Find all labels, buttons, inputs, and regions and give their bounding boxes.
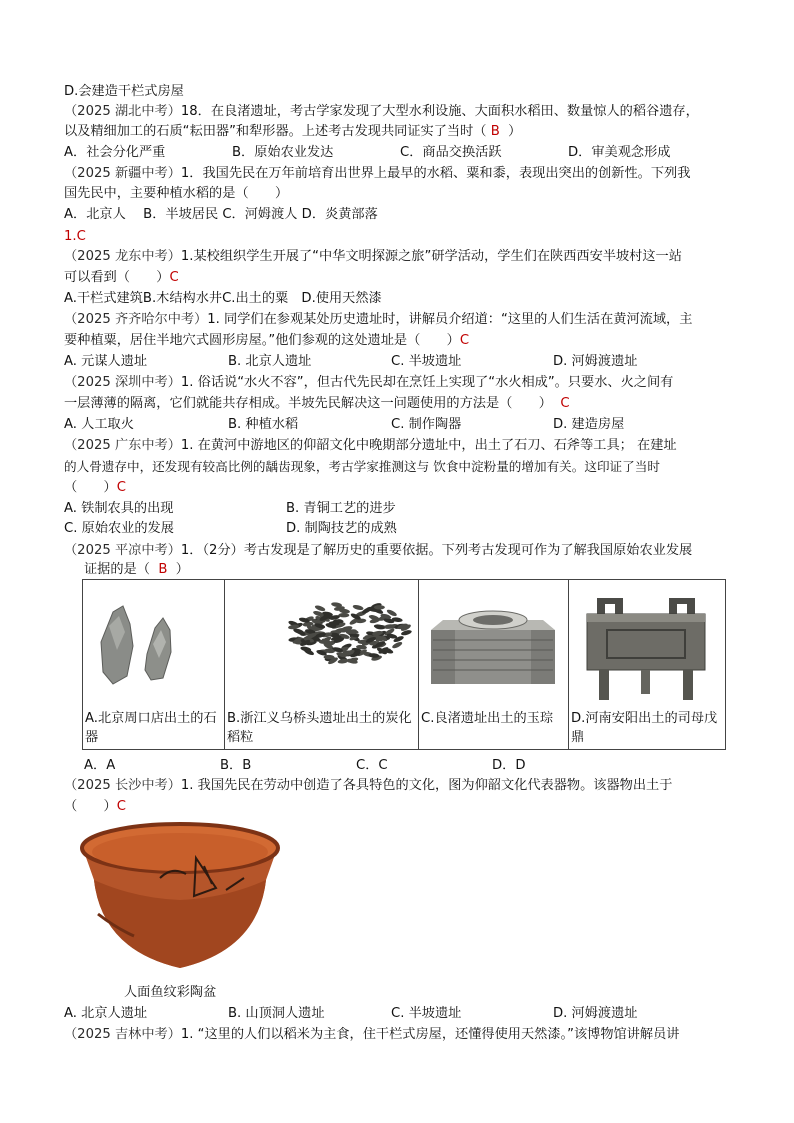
table-caption-d: D.河南安阳出土的司母戊鼎 bbox=[571, 711, 718, 745]
question-shenzhen-options: A. 人工取火 B. 种植水稻 C. 制作陶器 D. 建造房屋 bbox=[64, 417, 625, 432]
answer-mark: B bbox=[490, 124, 500, 139]
jade-cong-icon bbox=[419, 580, 567, 708]
question-pingliang-options: A．A B．B C．C D．D bbox=[84, 758, 526, 773]
rice-grain bbox=[337, 658, 349, 664]
question-xinjiang-options: A．北京人 B．半坡居民 C．河姆渡人 D．炎黄部落 bbox=[64, 207, 378, 222]
answer-mark: C bbox=[560, 396, 570, 411]
table-cell bbox=[225, 580, 419, 750]
question-changsha-options: A. 北京人遗址 B. 山顶洞人遗址 C. 半坡遗址 D. 河姆渡遗址 bbox=[64, 1006, 638, 1021]
question-pingliang-line2: 证据的是（ B ） bbox=[84, 562, 189, 577]
question-guangdong-line1: （2025 广东中考）1. 在黄河中游地区的仰韶文化中晚期部分遗址中，出土了石刀、石斧等工具； 在建址 bbox=[64, 438, 677, 453]
answer-mark: 1.C bbox=[64, 229, 86, 244]
question-qiqihar-line2: 要种植粟，居住半地穴式圆形房屋。”他们参观的这处遗址是（ ）C bbox=[64, 333, 470, 348]
question-longdong-line2: 可以看到（ ）C bbox=[64, 270, 179, 285]
question-guangdong-options-row2: C. 原始农业的发展 D. 制陶技艺的成熟 bbox=[64, 521, 397, 536]
rice-grain bbox=[374, 605, 385, 609]
answer-mark: C bbox=[116, 799, 126, 814]
table-caption-b: B.浙江义乌桥头遗址出土的炭化稻粒 bbox=[227, 711, 412, 745]
question-xinjiang-line2: 国先民中，主要种植水稻的是（ ） bbox=[64, 186, 289, 201]
answer-mark: C bbox=[169, 270, 179, 285]
question-shenzhen-line1: （2025 深圳中考）1. 俗话说“水火不容”，但古代先民却在烹饪上实现了“水火相成”。只要水、火之间有 bbox=[64, 375, 674, 390]
question-changsha-line1: （2025 长沙中考）1. 我国先民在劳动中创造了各具特色的文化，图为仰韶文化代表器物。该器物出土于 bbox=[64, 778, 673, 793]
question-guangdong-line2: 的人骨遗存中，还发现有较高比例的龋齿现象，考古学家推测这与 饮食中淀粉量的增加有关。这印证了当时 bbox=[64, 459, 660, 474]
archaeology-image-table bbox=[82, 579, 726, 750]
stone-tools-icon bbox=[83, 580, 223, 708]
question-qiqihar-line1: （2025 齐齐哈尔中考）1. 同学们在参观某处历史遗址时，讲解员介绍道：“这里的人们生活在黄河流域，主 bbox=[64, 312, 693, 327]
question-hubei-line2: 以及精细加工的石质“耘田器”和犁形器。上述考古发现共同证实了当时（ B ） bbox=[64, 124, 522, 139]
bronze-ding-icon bbox=[569, 580, 724, 708]
table-caption-c: C.良渚遗址出土的玉琮 bbox=[421, 711, 554, 726]
question-guangdong-options-row1: A. 铁制农具的出现 B. 青铜工艺的进步 bbox=[64, 501, 396, 516]
question-qiqihar-options: A. 元谋人遗址 B. 北京人遗址 C. 半坡遗址 D. 河姆渡遗址 bbox=[64, 354, 638, 369]
question-jilin-line1: （2025 吉林中考）1. “这里的人们以稻米为主食，住干栏式房屋，还懂得使用天然漆。”该博物馆讲解员讲 bbox=[64, 1027, 680, 1042]
question-shenzhen-line2: 一层薄薄的隔离，它们就能共存相成。半坡先民解决这一问题使用的方法是（ ） C bbox=[64, 396, 570, 411]
rice-grain bbox=[352, 604, 364, 611]
question-longdong-line1: （2025 龙东中考）1.某校组织学生开展了“中华文明探源之旅”研学活动，学生们在陕西西安半坡村这一站 bbox=[64, 249, 682, 264]
question-hubei-options: A．社会分化严重 B．原始农业发达 C．商品交换活跃 D．审美观念形成 bbox=[64, 145, 671, 160]
table-cell bbox=[419, 580, 569, 750]
question-guangdong-line3: （ ）C bbox=[64, 480, 126, 495]
answer-mark: C bbox=[459, 333, 470, 348]
question-hubei-line1: （2025 湖北中考）18．在良渚遗址，考古学家发现了大型水利设施、大面积水稻田、数量惊人的稻谷遗存， bbox=[64, 104, 699, 119]
table-caption-a: A.北京周口店出土的石器 bbox=[85, 711, 217, 745]
table-cell bbox=[569, 580, 726, 750]
rice-grain bbox=[391, 641, 403, 650]
rice-grain bbox=[338, 613, 349, 617]
question-xinjiang-line1: （2025 新疆中考）1．我国先民在万年前培育出世界上最早的水稻、粟和黍，表现出突出的创新性。下列我 bbox=[64, 166, 691, 181]
table-cell bbox=[83, 580, 225, 750]
basin-caption: 人面鱼纹彩陶盆 bbox=[124, 985, 217, 1000]
question-changsha-line2: （ ）C bbox=[64, 799, 126, 814]
question-pingliang-line1: （2025 平凉中考）1．（2分）考古发现是了解历史的重要依据。下列考古发现可作为了解我国原始农业发展 bbox=[64, 543, 693, 558]
painted-pottery-basin-image bbox=[76, 818, 284, 978]
answer-mark: B bbox=[158, 562, 168, 577]
carbonized-rice-icon bbox=[225, 580, 417, 708]
painted-pottery-basin-icon bbox=[76, 818, 284, 978]
question-longdong-options: A.干栏式建筑B.木结构水井C.出土的粟 D.使用天然漆 bbox=[64, 291, 382, 306]
prev-question-option-d: D.会建造干栏式房屋 bbox=[64, 84, 184, 99]
answer-mark: C bbox=[116, 480, 126, 495]
